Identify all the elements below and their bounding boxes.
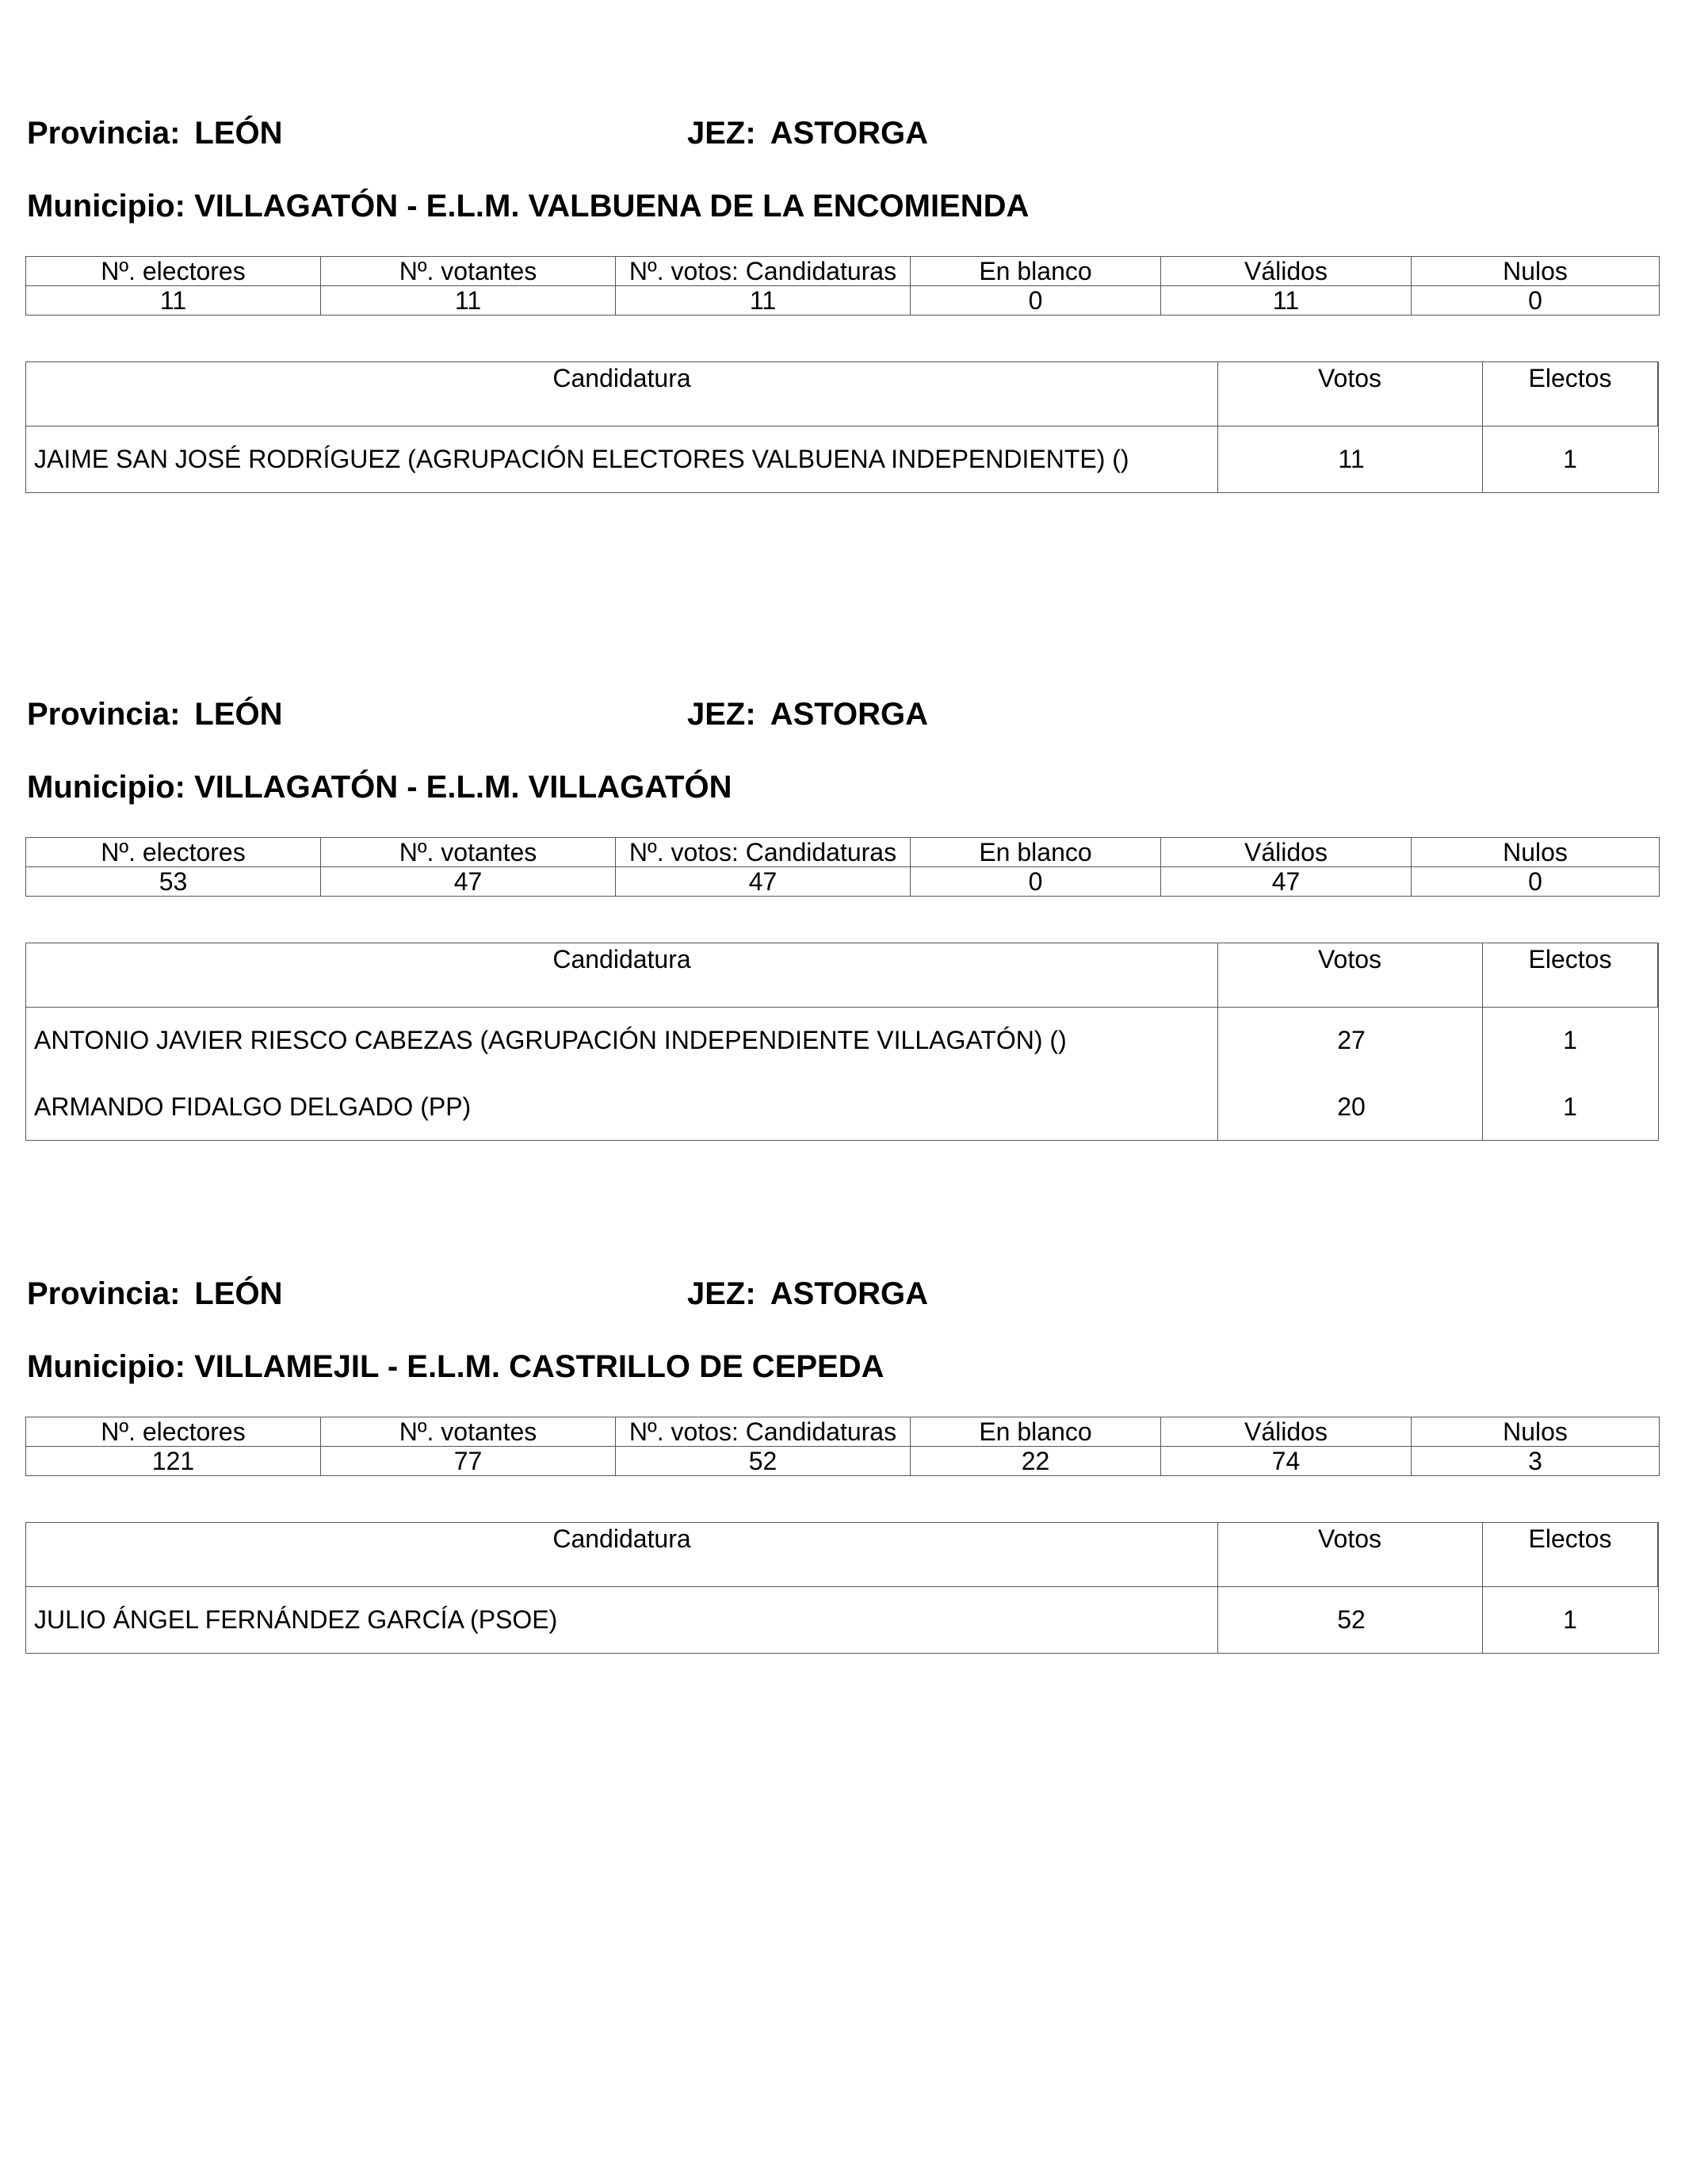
provincia-line xyxy=(27,695,283,733)
electos-header: Electos xyxy=(1528,364,1612,392)
summary-table xyxy=(25,837,1660,897)
candidates-header-row xyxy=(26,943,1658,1008)
summary-value-cell: 22 xyxy=(911,1447,1161,1476)
summary-header-cell: Nº. votantes xyxy=(321,838,616,867)
summary-table xyxy=(25,256,1660,316)
provincia-value: LEÓN xyxy=(194,697,283,732)
jez-line xyxy=(687,114,928,152)
electos-header-border xyxy=(1483,362,1659,426)
summary-header-cell: Nulos xyxy=(1412,1417,1660,1447)
provincia-line xyxy=(27,1275,283,1313)
summary-header-cell: Nº. votantes xyxy=(321,1417,616,1447)
candidate-electos: 1 xyxy=(1563,1026,1577,1054)
votos-header: Votos xyxy=(1317,364,1382,392)
candidate-row xyxy=(26,426,1658,492)
provincia-label: Provincia: xyxy=(27,697,181,732)
electos-header: Electos xyxy=(1528,1524,1612,1553)
summary-value-cell: 3 xyxy=(1412,1447,1660,1476)
candidate-name: ARMANDO FIDALGO DELGADO (PP) xyxy=(34,1092,472,1121)
candidate-votos: 27 xyxy=(1337,1026,1366,1054)
electos-header: Electos xyxy=(1528,945,1612,973)
municipio-line xyxy=(27,187,1029,225)
summary-header-cell: Nº. electores xyxy=(26,838,321,867)
jez-value: ASTORGA xyxy=(770,1276,928,1311)
municipio-value: VILLAGATÓN - E.L.M. VALBUENA DE LA ENCOMIENDA xyxy=(194,189,1030,224)
summary-value-row xyxy=(26,867,1660,897)
jez-value: ASTORGA xyxy=(770,116,928,151)
candidate-votos: 20 xyxy=(1337,1092,1366,1121)
summary-value-cell: 121 xyxy=(26,1447,321,1476)
candidates-header-row xyxy=(26,362,1658,426)
summary-header-cell: En blanco xyxy=(911,1417,1161,1447)
summary-header-cell: Nulos xyxy=(1412,838,1660,867)
summary-value-cell: 11 xyxy=(1161,286,1412,316)
candidate-row xyxy=(26,1073,1658,1140)
summary-header-cell: Nº. electores xyxy=(26,257,321,286)
municipio-line xyxy=(27,768,732,806)
summary-header-row xyxy=(26,1417,1660,1447)
candidates-header-row xyxy=(26,1523,1658,1587)
candidate-votos: 52 xyxy=(1337,1605,1366,1634)
municipio-value: VILLAGATÓN - E.L.M. VILLAGATÓN xyxy=(194,770,732,805)
summary-value-cell: 11 xyxy=(321,286,616,316)
summary-value-cell: 74 xyxy=(1161,1447,1412,1476)
provincia-label: Provincia: xyxy=(27,1276,181,1311)
electos-header-border xyxy=(1483,1523,1659,1586)
summary-header-row xyxy=(26,257,1660,286)
summary-header-row xyxy=(26,838,1660,867)
jez-label: JEZ: xyxy=(687,116,756,151)
candidatura-header: Candidatura xyxy=(552,1524,691,1553)
candidates-table xyxy=(25,943,1659,1141)
summary-header-cell: En blanco xyxy=(911,257,1161,286)
candidatura-header: Candidatura xyxy=(552,945,691,973)
municipio-label: Municipio: xyxy=(27,770,185,805)
provincia-value: LEÓN xyxy=(194,116,283,151)
summary-header-cell: Válidos xyxy=(1161,257,1412,286)
summary-value-cell: 47 xyxy=(616,867,911,897)
summary-header-cell: Nº. votos: Candidaturas xyxy=(616,838,911,867)
summary-header-cell: Nº. votantes xyxy=(321,257,616,286)
municipio-value: VILLAMEJIL - E.L.M. CASTRILLO DE CEPEDA xyxy=(194,1349,885,1384)
candidate-electos: 1 xyxy=(1563,1092,1577,1121)
electos-header-border xyxy=(1483,943,1659,1007)
summary-header-cell: Válidos xyxy=(1161,1417,1412,1447)
votos-header: Votos xyxy=(1317,945,1382,973)
candidate-electos: 1 xyxy=(1563,445,1577,473)
candidate-votos: 11 xyxy=(1338,445,1365,473)
summary-header-cell: Nº. electores xyxy=(26,1417,321,1447)
jez-label: JEZ: xyxy=(687,697,756,732)
summary-value-cell: 0 xyxy=(911,286,1161,316)
jez-line xyxy=(687,1275,928,1313)
votos-header: Votos xyxy=(1317,1524,1382,1553)
jez-label: JEZ: xyxy=(687,1276,756,1311)
summary-header-cell: Válidos xyxy=(1161,838,1412,867)
jez-value: ASTORGA xyxy=(770,697,928,732)
summary-value-cell: 11 xyxy=(26,286,321,316)
municipio-label: Municipio: xyxy=(27,1349,185,1384)
summary-value-cell: 0 xyxy=(1412,867,1660,897)
candidate-name: JULIO ÁNGEL FERNÁNDEZ GARCÍA (PSOE) xyxy=(34,1605,558,1634)
summary-header-cell: Nº. votos: Candidaturas xyxy=(616,1417,911,1447)
candidates-table xyxy=(25,1522,1659,1654)
provincia-value: LEÓN xyxy=(194,1276,283,1311)
summary-value-cell: 47 xyxy=(1161,867,1412,897)
candidate-row xyxy=(26,1007,1658,1073)
candidate-electos: 1 xyxy=(1563,1605,1577,1634)
summary-value-cell: 47 xyxy=(321,867,616,897)
summary-value-cell: 0 xyxy=(1412,286,1660,316)
summary-value-row xyxy=(26,286,1660,316)
summary-header-cell: Nº. votos: Candidaturas xyxy=(616,257,911,286)
summary-value-cell: 0 xyxy=(911,867,1161,897)
municipio-label: Municipio: xyxy=(27,189,185,224)
summary-value-cell: 53 xyxy=(26,867,321,897)
summary-table xyxy=(25,1417,1660,1476)
municipio-line xyxy=(27,1348,885,1386)
provincia-line xyxy=(27,114,283,152)
candidate-name: JAIME SAN JOSÉ RODRÍGUEZ (AGRUPACIÓN ELECTORES VALBUENA INDEPENDIENTE) () xyxy=(34,445,1129,473)
jez-line xyxy=(687,695,928,733)
summary-header-cell: En blanco xyxy=(911,838,1161,867)
summary-value-row xyxy=(26,1447,1660,1476)
summary-value-cell: 52 xyxy=(616,1447,911,1476)
candidate-row xyxy=(26,1586,1658,1653)
candidate-name: ANTONIO JAVIER RIESCO CABEZAS (AGRUPACIÓN INDEPENDIENTE VILLAGATÓN) () xyxy=(34,1026,1067,1054)
provincia-label: Provincia: xyxy=(27,116,181,151)
summary-value-cell: 11 xyxy=(616,286,911,316)
candidatura-header: Candidatura xyxy=(552,364,691,392)
summary-header-cell: Nulos xyxy=(1412,257,1660,286)
candidates-table xyxy=(25,361,1659,493)
summary-value-cell: 77 xyxy=(321,1447,616,1476)
